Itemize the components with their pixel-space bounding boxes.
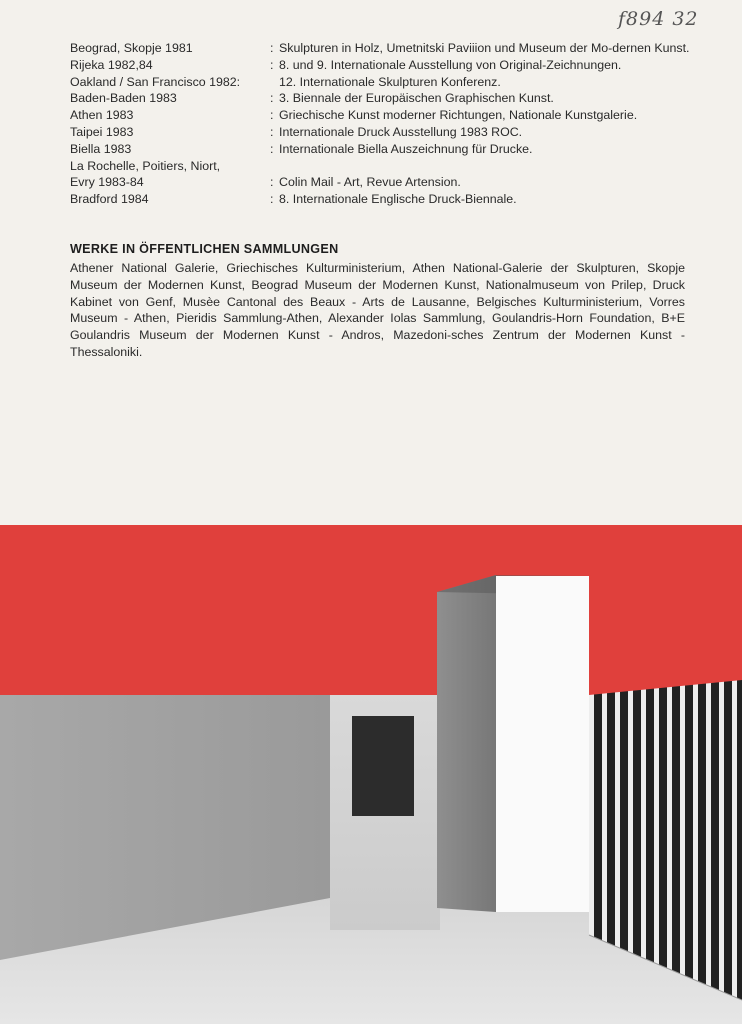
collections-heading: WERKE IN ÖFFENTLICHEN SAMMLUNGEN: [70, 242, 339, 256]
exhibition-description: Internationale Druck Ausstellung 1983 ROC.: [279, 124, 523, 139]
tower-front: [496, 576, 589, 912]
exhibition-place: Biella 1983: [70, 141, 132, 156]
exhibition-place: Bradford 1984: [70, 192, 149, 207]
handwritten-archive-note: f894 32: [618, 8, 699, 30]
exhibition-description: Griechische Kunst moderner Richtungen, Nationale Kunstgalerie.: [279, 108, 638, 123]
exhibition-place: Baden-Baden 1983: [70, 91, 177, 106]
exhibition-place: Evry 1983-84: [70, 175, 144, 190]
exhibition-description: 8. Internationale Englische Druck-Biennale.: [279, 192, 517, 207]
dark-panel: [352, 716, 414, 816]
exhibition-place: Rijeka 1982,84: [70, 57, 153, 72]
exhibition-description: 8. und 9. Internationale Ausstellung von Original-Zeichnungen.: [279, 57, 622, 72]
tower-side: [437, 575, 496, 912]
exhibition-place: La Rochelle, Poitiers, Niort,: [70, 158, 221, 173]
exhibition-place: Oakland / San Francisco 1982:: [70, 74, 241, 89]
exhibition-description: Colin Mail - Art, Revue Artension.: [279, 175, 461, 190]
separator: :: [270, 175, 274, 190]
exhibition-place: Beograd, Skopje 1981: [70, 41, 193, 55]
exhibition-description: Internationale Biella Auszeichnung für Drucke.: [279, 141, 533, 156]
exhibition-description: 3. Biennale der Europäischen Graphischen Kunst.: [279, 91, 554, 106]
separator: :: [270, 192, 274, 207]
separator: :: [270, 41, 274, 55]
exhibition-place: Taipei 1983: [70, 124, 134, 139]
exhibition-description: Skulpturen in Holz, Umetnitski Paviiion und Museum der Mo-dernen Kunst.: [279, 41, 690, 55]
exhibition-place: Athen 1983: [70, 108, 134, 123]
red-band: [0, 525, 742, 695]
separator: :: [270, 108, 274, 123]
exhibition-description: 12. Internationale Skulpturen Konferenz.: [279, 74, 501, 89]
separator: :: [270, 91, 274, 106]
separator: :: [270, 57, 274, 72]
separator: :: [270, 124, 274, 139]
separator: :: [270, 141, 274, 156]
collections-paragraph: Athener National Galerie, Griechisches Kulturministerium, Athen National-Galerie der Skulpturen, Skopje Museum der Modernen Kunst, Beograd Museum der Modernen Kunst, Nationalmuseum von Prilep, Druck Kabinet von Genf, Musèe Cantonal des Beaux - Arts de Lausanne, Belgisches Kulturministerium, Vorres Museum - Athen, Pieridis Sammlung-Athen, Alexander Iolas Sammlung, Goulandris-Horn Foundation, B+E Goulandris Museum der Modernen Kunst - Andros, Mazedoni-sches Zentrum der Modernen Kunst - Thessaloniki.: [70, 261, 685, 359]
